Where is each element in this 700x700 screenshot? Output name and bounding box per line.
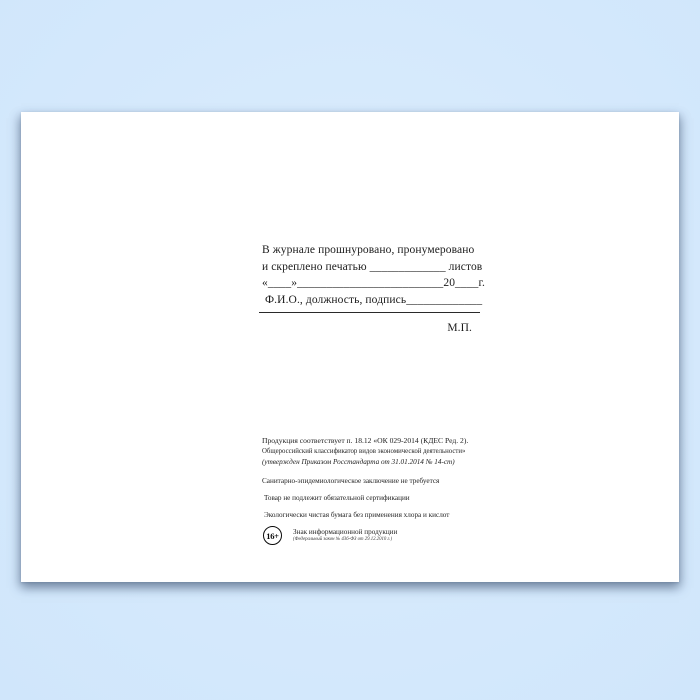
certification-note: Товар не подлежит обязательной сертификации [264, 494, 410, 502]
product-compliance-block [262, 436, 502, 545]
age-rating-title: Знак информационной продукции [293, 528, 398, 537]
signature-rule [259, 312, 480, 313]
eco-paper-note: Экологически чистая бумага без применения хлора и кислот [264, 510, 450, 519]
age-rating-text [293, 528, 397, 543]
age-rating-subtitle: (Федеральный закон № 436-ФЗ от 29.12.2010 г.) [293, 536, 393, 542]
age-rating-16-icon: 16+ [263, 526, 282, 545]
signature-line: Ф.И.О., должность, подпись_____________ [265, 293, 483, 306]
sanitary-note: Санитарно-эпидемиологическое заключение не требуется [262, 477, 440, 485]
stamp-place-label: М.П. [447, 322, 472, 334]
lacing-certification-block [262, 242, 486, 337]
lacing-line-1: В журнале прошнуровано, пронумеровано [262, 244, 475, 256]
lacing-line-2: и скреплено печатью _____________ листов [262, 260, 483, 273]
compliance-line-2: Общероссийский классификатор видов экономической деятельности» [262, 447, 466, 455]
journal-back-page [21, 112, 679, 582]
compliance-line-1: Продукция соответствует п. 18.12 «ОК 029-2014 (КДЕС Ред. 2). [262, 436, 469, 445]
compliance-line-3: (утвержден Приказом Росстандарта от 31.01.2014 № 14-ст) [262, 458, 455, 466]
date-line: «____»_________________________20____г. [262, 277, 485, 289]
age-rating-row [263, 526, 502, 545]
